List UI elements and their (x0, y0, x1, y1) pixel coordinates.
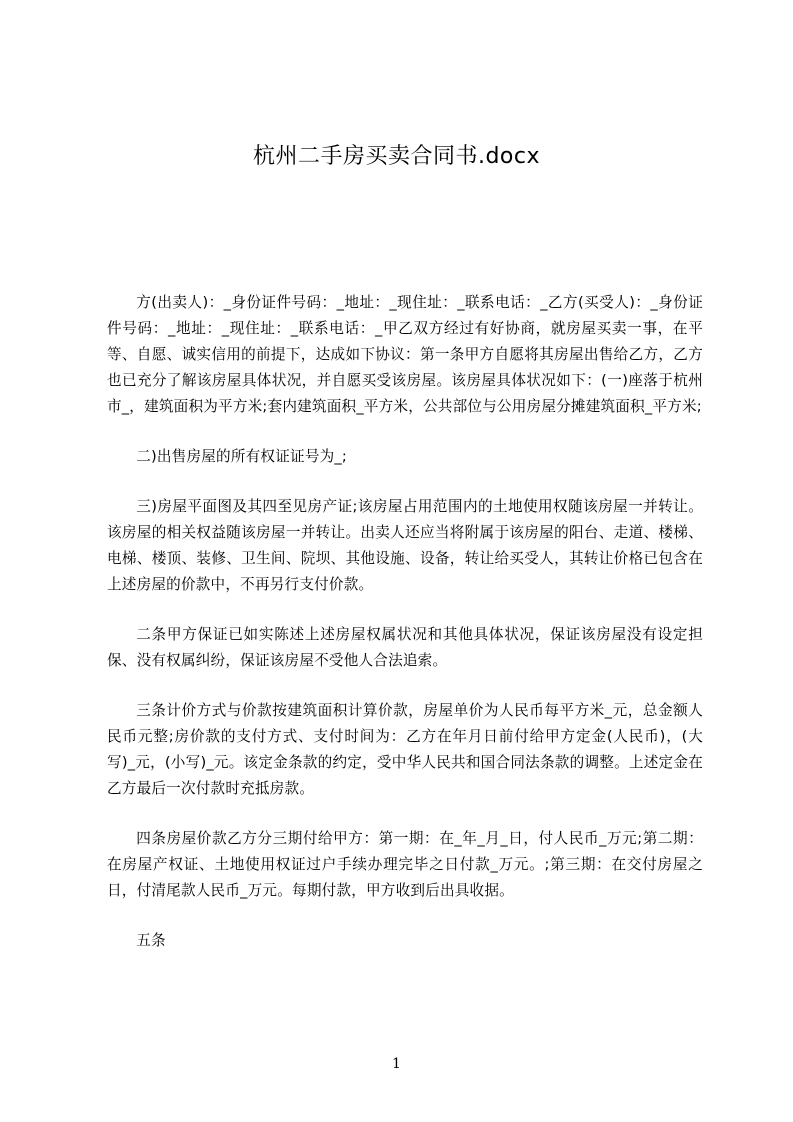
paragraph-article-2: 二条甲方保证已如实陈述上述房屋权属状况和其他具体状况，保证该房屋没有设定担保、没有权属纠纷，保证该房屋不受他人合法追索。 (107, 626, 703, 669)
paragraph-floor-plan: 三)房屋平面图及其四至见房产证;该房屋占用范围内的土地使用权随该房屋一并转让。该房屋的相关权益随该房屋一并转让。出卖人还应当将附属于该房屋的阳台、走道、楼梯、电梯、楼顶、装修、卫生间、院坝、其他设施、设备，转让给买受人，其转让价格已包含在上述房屋的价款中，不再另行支付价款。 (107, 498, 703, 593)
paragraph-ownership-certificate: 二)出售房屋的所有权证证号为_; (136, 448, 348, 465)
paragraph-parties: 方(出卖人)：_身份证件号码：_地址：_现住址：_联系电话：_乙方(买受人)：_身份证件号码：_地址：_现住址：_联系电话：_甲乙双方经过有好协商，就房屋买卖一事，在平等、自愿、诚实信用的前提下，达成如下协议：第一条甲方自愿将其房屋出售给乙方，乙方也已充分了解该房屋具体状况，并自愿买受该房屋。该房屋具体状况如下：(一)座落于杭州市_，建筑面积为平方米;套内建筑面积_平方米，公共部位与公用房屋分摊建筑面积_平方米; (107, 294, 703, 415)
page-number: 1 (392, 1056, 401, 1072)
document-title: 杭州二手房买卖合同书.docx (252, 144, 541, 169)
document-body (107, 290, 703, 954)
paragraph-article-4: 四条房屋价款乙方分三期付给甲方：第一期：在_年_月_日，付人民币_万元;第二期：在房屋产权证、土地使用权证过户手续办理完毕之日付款_万元。;第三期：在交付房屋之日，付清尾款人民币_万元。每期付款，甲方收到后出具收据。 (107, 830, 703, 899)
paragraph-article-5: 五条 (136, 932, 166, 949)
paragraph-article-3: 三条计价方式与价款按建筑面积计算价款，房屋单价为人民币每平方米_元，总金额人民币元整;房价款的支付方式、支付时间为：乙方在年月日前付给甲方定金(人民币)，(大写)_元，(小写)_元。该定金条款的约定，受中华人民共和国合同法条款的调整。上述定金在乙方最后一次付款时充抵房款。 (107, 702, 703, 797)
